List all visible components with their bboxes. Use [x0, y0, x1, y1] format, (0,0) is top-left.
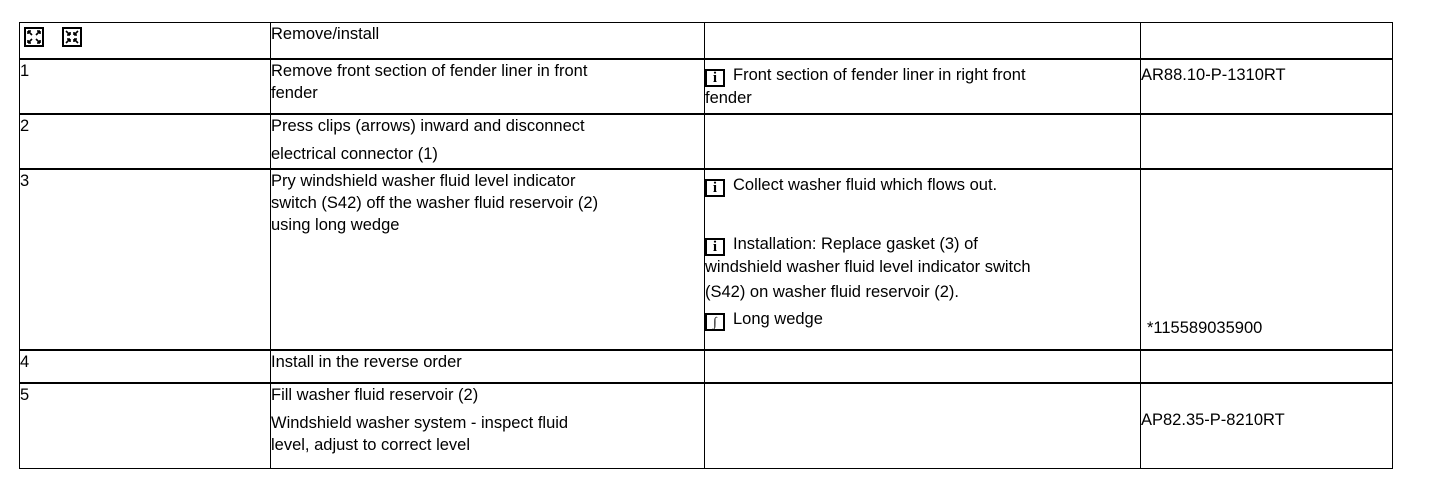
notes-cell [705, 169, 1141, 350]
action-cell [271, 59, 705, 114]
header-icons-cell [20, 23, 271, 59]
step-number [20, 383, 271, 469]
reference-cell [1141, 383, 1393, 469]
action-text: using long wedge [271, 215, 400, 234]
header-title: Remove/install [271, 25, 380, 43]
info-icon: i [705, 238, 725, 256]
action-cell [271, 350, 705, 383]
action-text: Remove front section of fender liner in front [271, 61, 588, 80]
action-text: electrical connector (1) [271, 144, 438, 163]
header-empty-cell [1141, 23, 1393, 59]
step-number [20, 169, 271, 350]
action-cell [271, 169, 705, 350]
reference-cell [1141, 114, 1393, 169]
notes-cell [705, 383, 1141, 469]
action-cell [271, 114, 705, 169]
install-icon [62, 27, 82, 47]
reference-cell [1141, 59, 1393, 114]
step-number-text: 5 [20, 385, 30, 404]
reference-link[interactable]: AP82.35-P-8210RT [1141, 410, 1285, 429]
action-text: switch (S42) off the washer fluid reservoir (2) [271, 193, 599, 212]
action-cell [271, 383, 705, 469]
table-row [20, 169, 1393, 350]
table-row [20, 350, 1393, 383]
step-number [20, 114, 271, 169]
note-text: (S42) on washer fluid reservoir (2). [705, 282, 960, 301]
remove-icon [24, 27, 44, 47]
action-text: Pry windshield washer fluid level indicator [271, 171, 576, 190]
reference-link[interactable]: AR88.10-P-1310RT [1141, 65, 1286, 84]
action-text: fender [271, 83, 318, 102]
reference-cell [1141, 350, 1393, 383]
note-text: Collect washer fluid which flows out. [733, 175, 998, 194]
step-number-text: 3 [20, 171, 30, 190]
reference-cell [1141, 169, 1393, 350]
action-text: Press clips (arrows) inward and disconnect [271, 116, 585, 135]
header-row [20, 23, 1393, 59]
step-number [20, 350, 271, 383]
table-row [20, 383, 1393, 469]
action-text: Install in the reverse order [271, 352, 462, 371]
table-row [20, 114, 1393, 169]
info-icon: i [705, 179, 725, 197]
note-text: Front section of fender liner in right front [733, 65, 1026, 84]
step-number-text: 1 [20, 61, 30, 80]
action-text: Windshield washer system - inspect fluid [271, 413, 569, 432]
notes-cell [705, 350, 1141, 383]
note-text: fender [705, 88, 752, 107]
note-text: windshield washer fluid level indicator switch [705, 257, 1031, 276]
notes-cell [705, 59, 1141, 114]
procedure-table [19, 22, 1393, 469]
header-empty-cell [705, 23, 1141, 59]
action-text: level, adjust to correct level [271, 435, 471, 454]
note-text: Long wedge [733, 309, 823, 328]
step-number-text: 4 [20, 352, 30, 371]
info-icon: i [705, 69, 725, 87]
notes-cell [705, 114, 1141, 169]
tool-part-number: *115589035900 [1147, 318, 1263, 337]
action-text: Fill washer fluid reservoir (2) [271, 385, 479, 404]
table-row [20, 59, 1393, 114]
step-number-text: 2 [20, 116, 30, 135]
note-text: Installation: Replace gasket (3) of [733, 234, 978, 253]
step-number [20, 59, 271, 114]
header-title-cell [271, 23, 705, 59]
tool-icon: ∫ [705, 313, 725, 331]
